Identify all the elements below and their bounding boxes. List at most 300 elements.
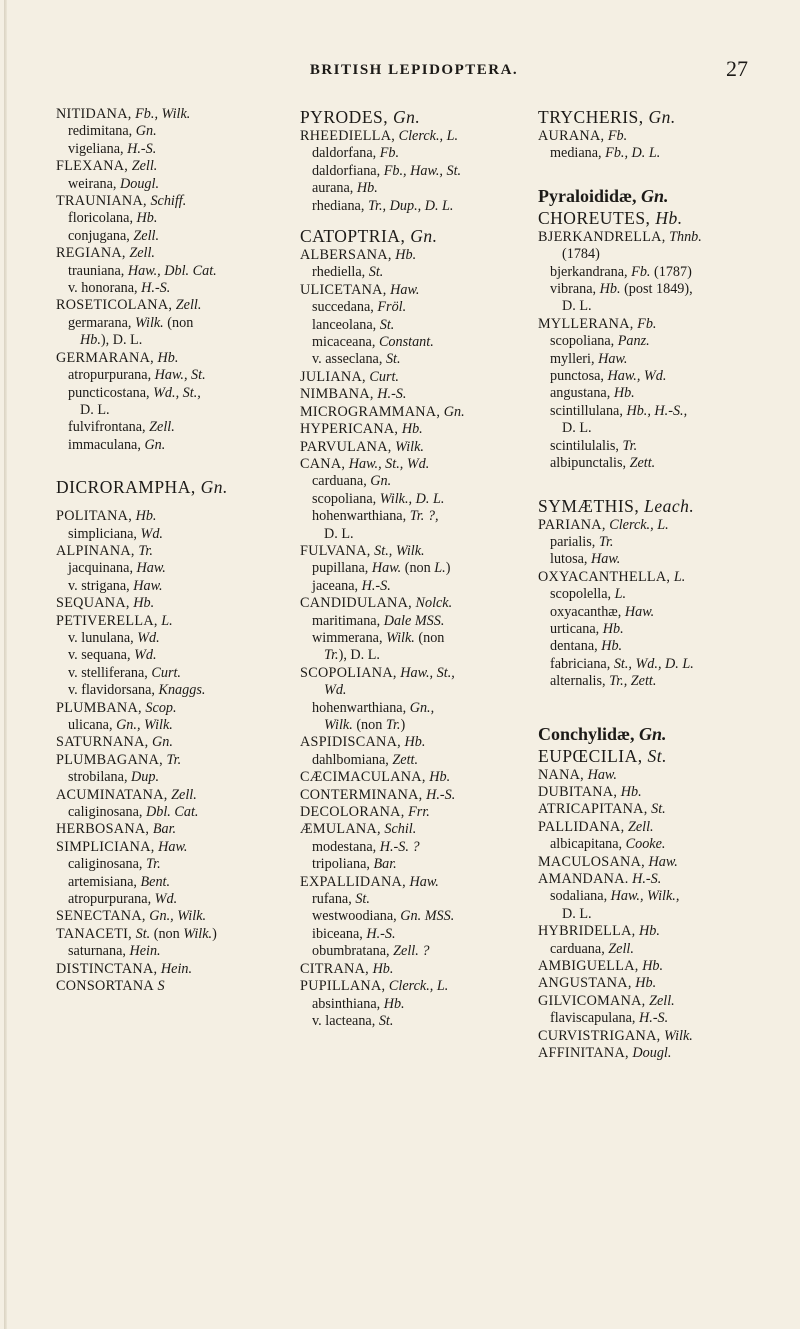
synonym-entry: [538, 1010, 774, 1027]
synonym-entry: [538, 281, 774, 298]
author-citation: Leach.: [644, 495, 695, 516]
taxon-name: MICROGRAMMANA,: [300, 403, 441, 420]
taxon-name: AFFINITANA,: [538, 1045, 629, 1062]
taxon-name: GERMARANA,: [56, 349, 154, 366]
author-citation: Hb.: [133, 595, 155, 612]
author-citation: Haw.: [624, 603, 655, 620]
taxon-name: ALBERSANA,: [300, 247, 392, 264]
author-citation: Hb.: [429, 769, 451, 786]
taxon-name: v. flavidorsana,: [68, 682, 155, 699]
author-citation: St., Wd., D. L.: [613, 655, 694, 672]
author-citation: Tr.: [598, 533, 614, 550]
author-citation: Hb.: [642, 958, 664, 975]
genus-name: CATOPTRIA,: [300, 226, 406, 247]
author-citation: L.: [434, 560, 446, 577]
author-citation: Wilk.: [183, 925, 213, 942]
synonym-entry: [300, 926, 532, 943]
taxon-name: dentana,: [550, 638, 598, 655]
author-citation: St., Wilk.: [374, 542, 425, 559]
taxon-name: DISTINCTANA,: [56, 960, 158, 977]
author-citation: Zett.: [629, 455, 656, 472]
author-citation: Hb.: [655, 207, 683, 228]
taxon-name: PUPILLANA,: [300, 978, 386, 995]
taxon-name: tripoliana,: [312, 856, 370, 873]
taxon-name: wimmerana,: [312, 629, 383, 646]
synonym-entry: [56, 228, 296, 245]
author-citation: Wd.: [137, 629, 160, 646]
column-3: [538, 106, 774, 1062]
author-citation: H.-S.: [639, 1010, 669, 1027]
species-entry: [538, 517, 774, 534]
author-citation: Bar.: [152, 821, 177, 838]
citation-note: D. L.: [562, 905, 592, 922]
author-citation: Nolck.: [415, 595, 453, 612]
taxon-name: carduana,: [312, 473, 367, 490]
taxon-name: NITIDANA,: [56, 106, 132, 122]
taxon-name: CONSORTANA: [56, 978, 154, 995]
species-entry: [56, 508, 296, 525]
taxon-name: rhediana,: [312, 197, 365, 214]
author-citation: Hb.: [599, 281, 621, 298]
species-entry: [56, 297, 296, 314]
synonym-entry: [300, 317, 532, 334]
author-citation: St.: [135, 925, 151, 942]
taxon-name: CANA,: [300, 455, 346, 472]
synonym-entry: [538, 333, 774, 350]
species-entry: [538, 128, 774, 145]
taxon-name: weirana,: [68, 175, 117, 192]
taxon-name: PETIVERELLA,: [56, 612, 158, 629]
taxon-name: jacquinana,: [68, 560, 133, 577]
species-entry: [538, 569, 774, 586]
taxon-name: NANA,: [538, 766, 585, 783]
species-entry: [56, 821, 296, 838]
synonym-entry: [56, 943, 296, 960]
author-citation: Hb.: [601, 638, 623, 655]
author-citation: Hb.: [383, 995, 405, 1012]
taxon-name: oxyacanthæ,: [550, 603, 622, 620]
synonym-entry: [538, 673, 774, 690]
genus-heading: [538, 106, 774, 128]
synonym-entry: [538, 264, 774, 281]
taxon-name: obumbratana,: [312, 943, 390, 960]
synonym-entry: [538, 455, 774, 472]
synonym-entry: [300, 1013, 532, 1030]
taxon-name: OXYACANTHELLA,: [538, 568, 671, 585]
author-citation: Hb.: [395, 247, 417, 264]
author-citation: Gn.: [370, 473, 392, 490]
author-citation: Hb., H.-S.,: [626, 402, 688, 419]
species-entry: [300, 787, 532, 804]
author-citation: St.: [379, 316, 395, 333]
taxon-name: ATRICAPITANA,: [538, 801, 648, 818]
species-entry: [56, 613, 296, 630]
taxon-name: CITRANA,: [300, 960, 370, 977]
synonym-entry: [56, 437, 296, 454]
author-citation: Zell.: [175, 297, 202, 314]
taxon-name: urticana,: [550, 620, 600, 637]
author-citation: H.-S.: [127, 140, 157, 157]
citation-note: ), D. L.: [100, 332, 143, 349]
taxon-name: AMBIGUELLA,: [538, 958, 639, 975]
taxon-name: PARVULANA,: [300, 438, 392, 455]
entry-continuation: [300, 526, 532, 543]
taxon-name: germarana,: [68, 314, 132, 331]
taxon-name: PLUMBAGANA,: [56, 751, 163, 768]
species-entry: [56, 158, 296, 175]
taxon-name: vibrana,: [550, 281, 597, 298]
taxon-name: albipunctalis,: [550, 455, 627, 472]
family-heading: [538, 185, 774, 207]
author-citation: Dougl.: [120, 175, 160, 192]
author-citation: H.-S.: [632, 871, 662, 887]
taxon-name: AMANDANA.: [538, 871, 629, 887]
synonym-entry: [56, 123, 296, 140]
species-entry: [538, 975, 774, 992]
author-citation: Dup.: [131, 769, 160, 786]
taxon-name: pupillana,: [312, 560, 369, 577]
taxon-name: floricolana,: [68, 210, 133, 227]
author-citation: Fröl.: [377, 299, 407, 316]
taxon-name: daldorfana,: [312, 145, 377, 162]
synonym-entry: [538, 351, 774, 368]
taxon-name: REGIANA,: [56, 245, 126, 262]
author-citation: Dale MSS.: [383, 612, 445, 629]
author-citation: Haw., Dbl. Cat.: [127, 262, 217, 279]
synonym-entry: [300, 578, 532, 595]
author-citation: Haw.: [133, 577, 163, 594]
taxon-name: scopoliana,: [312, 490, 377, 507]
taxon-name: NIMBANA,: [300, 386, 374, 403]
author-citation: Zell.: [171, 786, 197, 803]
citation-note: ): [212, 925, 217, 942]
taxon-name: atropurpurana,: [68, 367, 152, 384]
author-citation: Zell.: [131, 158, 158, 175]
taxon-name: fulvifrontana,: [68, 419, 146, 436]
taxon-name: succedana,: [312, 299, 374, 316]
taxon-name: westwoodiana,: [312, 908, 397, 925]
author-citation: Tr.: [146, 856, 161, 873]
synonym-entry: [538, 836, 774, 853]
entry-continuation: [56, 332, 296, 349]
species-entry: [300, 961, 532, 978]
citation-note: (non: [414, 629, 445, 646]
citation-note: D. L.: [562, 420, 592, 437]
taxon-name: lutosa,: [550, 551, 588, 568]
genus-name: TRYCHERIS,: [538, 107, 644, 127]
taxon-name: artemisiana,: [68, 873, 137, 890]
column-2: [300, 106, 532, 1030]
taxon-name: mylleri,: [550, 350, 595, 367]
author-citation: Clerck., L.: [398, 128, 459, 144]
genus-heading: [538, 207, 774, 229]
author-citation: Haw., St.: [154, 367, 206, 384]
synonym-entry: [56, 630, 296, 647]
taxon-name: fabriciana,: [550, 655, 611, 672]
taxon-name: saturnana,: [68, 943, 126, 960]
species-entry: [56, 350, 296, 367]
author-citation: Haw.: [648, 853, 678, 870]
author-citation: Wd.: [134, 647, 157, 664]
author-citation: Hb.: [80, 332, 101, 349]
species-entry: [56, 193, 296, 210]
species-entry: [538, 958, 774, 975]
author-citation: Gn.: [639, 723, 667, 744]
taxon-name: aurana,: [312, 180, 354, 197]
author-citation: St.: [647, 745, 668, 766]
author-citation: Haw.: [136, 560, 166, 577]
author-citation: Gn.: [144, 436, 166, 453]
synonym-entry: [56, 419, 296, 436]
author-citation: Haw., Wilk.,: [610, 888, 680, 905]
synonym-entry: [300, 839, 532, 856]
taxon-name: SIMPLICIANA,: [56, 838, 155, 855]
taxon-name: bjerkandrana,: [550, 263, 628, 280]
species-entry: [300, 282, 532, 299]
synonym-entry: [300, 180, 532, 197]
taxon-name: CÆCIMACULANA,: [300, 769, 426, 786]
spacer: [538, 473, 774, 495]
taxon-name: ÆMULANA,: [300, 821, 381, 838]
taxon-name: AURANA,: [538, 128, 605, 144]
author-citation: Haw., St., Wd.: [348, 455, 430, 472]
synonym-entry: [300, 630, 532, 647]
species-entry: [300, 369, 532, 386]
author-citation: St.: [378, 1012, 394, 1029]
author-citation: Hb.: [635, 975, 657, 992]
author-citation: Hb.: [157, 349, 179, 366]
taxon-name: scintilulalis,: [550, 437, 619, 454]
author-citation: Tr., Zett.: [609, 673, 657, 690]
synonym-entry: [300, 299, 532, 316]
taxon-name: CANDIDULANA,: [300, 595, 412, 612]
synonym-entry: [538, 145, 774, 162]
synonym-entry: [300, 264, 532, 281]
author-citation: Fb., Wilk.: [135, 106, 191, 122]
taxon-name: HERBOSANA,: [56, 821, 150, 838]
taxon-name: ANGUSTANA,: [538, 975, 632, 992]
taxon-name: punctosa,: [550, 368, 604, 385]
taxon-name: PLUMBANA,: [56, 699, 142, 716]
synonym-entry: [300, 508, 532, 525]
family-heading: [538, 723, 774, 745]
author-citation: Wd., St.,: [153, 384, 201, 401]
entry-continuation: [56, 402, 296, 419]
taxon-name: absinthiana,: [312, 995, 381, 1012]
author-citation: Haw.: [587, 766, 617, 783]
author-citation: Zett.: [392, 751, 418, 768]
synonym-entry: [300, 334, 532, 351]
taxon-name: puncticostana,: [68, 384, 150, 401]
author-citation: Gn.: [648, 107, 676, 127]
synonym-entry: [538, 403, 774, 420]
author-citation: Hb.: [613, 385, 635, 402]
citation-note: D. L.: [562, 298, 592, 315]
taxon-name: micaceana,: [312, 334, 376, 351]
species-entry: [300, 665, 532, 682]
synonym-entry: [538, 638, 774, 655]
taxon-name: rufana,: [312, 891, 352, 908]
author-citation: Gn.: [410, 226, 438, 247]
species-entry: [56, 543, 296, 560]
author-citation: Wd.: [324, 682, 347, 699]
author-citation: Tr.: [138, 542, 153, 559]
species-entry: [56, 787, 296, 804]
genus-heading: [538, 745, 774, 767]
taxon-name: JULIANA,: [300, 368, 366, 385]
synonym-entry: [56, 578, 296, 595]
citation-note: ), D. L.: [338, 647, 380, 664]
author-citation: Gn.: [641, 185, 669, 206]
author-citation: Gn.: [152, 734, 173, 751]
synonym-entry: [300, 145, 532, 162]
synonym-entry: [538, 941, 774, 958]
taxon-name: immaculana,: [68, 436, 141, 453]
page-binding-edge: [4, 0, 7, 1329]
family-name: Conchylidæ,: [538, 723, 635, 744]
taxon-name: redimitana,: [68, 123, 133, 140]
synonym-entry: [538, 368, 774, 385]
taxon-name: ALPINANA,: [56, 542, 135, 559]
synonym-entry: [538, 586, 774, 603]
taxon-name: HYBRIDELLA,: [538, 923, 636, 940]
spacer: [538, 691, 774, 713]
species-entry: [538, 767, 774, 784]
taxon-name: alternalis,: [550, 673, 606, 690]
author-citation: Bent.: [140, 873, 171, 890]
taxon-name: v. stelliferana,: [68, 664, 148, 681]
synonym-entry: [300, 908, 532, 925]
species-entry: [300, 543, 532, 560]
author-citation: Hein.: [129, 943, 161, 960]
author-citation: Gn.: [135, 123, 157, 140]
author-citation: Bar.: [373, 856, 397, 873]
taxon-name: MACULOSANA,: [538, 853, 645, 870]
synonym-entry: [300, 560, 532, 577]
citation-note: (1784): [562, 246, 600, 263]
author-citation: Gn. MSS.: [400, 908, 455, 925]
page-number: 27: [726, 56, 748, 81]
species-entry: [300, 978, 532, 995]
citation-note: (non: [401, 560, 435, 577]
author-citation: Haw.: [409, 873, 439, 890]
author-citation: Zell. ?: [393, 943, 430, 960]
synonym-entry: [56, 769, 296, 786]
taxon-name: scopolella,: [550, 586, 612, 603]
genus-heading: [56, 476, 296, 498]
author-citation: Gn., Wilk.: [149, 908, 207, 925]
taxon-name: trauniana,: [68, 262, 125, 279]
synonym-entry: [56, 804, 296, 821]
taxon-name: GILVICOMANA,: [538, 992, 646, 1009]
taxon-name: caliginosana,: [68, 856, 143, 873]
entry-continuation: [538, 246, 774, 263]
taxon-name: albicapitana,: [550, 836, 623, 853]
author-citation: Curt.: [369, 368, 399, 385]
species-entry: [56, 839, 296, 856]
taxon-name: carduana,: [550, 940, 605, 957]
synonym-entry: [300, 856, 532, 873]
taxon-name: ibiceana,: [312, 925, 363, 942]
author-citation: Tr.: [166, 751, 182, 768]
taxon-name: v. sequana,: [68, 647, 131, 664]
synonym-entry: [300, 198, 532, 215]
synonym-entry: [300, 163, 532, 180]
author-citation: St.: [385, 351, 401, 368]
synonym-entry: [56, 210, 296, 227]
taxon-name: PARIANA,: [538, 516, 606, 533]
taxon-name: SATURNANA,: [56, 734, 149, 751]
author-citation: H.-S. ?: [379, 838, 420, 855]
author-citation: Gn., Wilk.: [116, 717, 173, 733]
author-citation: St.: [651, 801, 666, 818]
synonym-entry: [56, 280, 296, 297]
synonym-entry: [538, 621, 774, 638]
taxon-name: POLITANA,: [56, 508, 133, 525]
taxon-name: parialis,: [550, 533, 596, 550]
author-citation: S: [157, 978, 165, 995]
species-entry: [56, 926, 296, 943]
author-citation: Panz.: [617, 333, 650, 350]
taxon-name: MYLLERANA,: [538, 315, 634, 332]
author-citation: Hb.: [404, 734, 426, 751]
synonym-entry: [538, 604, 774, 621]
species-entry: [300, 386, 532, 403]
synonym-entry: [538, 888, 774, 905]
entry-continuation: [300, 682, 532, 699]
page-header: [88, 56, 748, 86]
synonym-entry: [56, 682, 296, 699]
author-citation: Hb.: [136, 210, 158, 227]
citation-note: D. L.: [324, 525, 354, 542]
synonym-entry: [56, 526, 296, 543]
species-entry: [538, 316, 774, 333]
author-citation: Wilk.: [395, 438, 424, 455]
species-entry: [300, 595, 532, 612]
taxon-name: v. lacteana,: [312, 1012, 376, 1029]
synonym-entry: [300, 473, 532, 490]
author-citation: Tr.: [324, 647, 339, 664]
author-citation: Tr., Dup., D. L.: [367, 197, 454, 214]
author-citation: Schiff.: [150, 193, 187, 210]
taxon-name: CONTERMINANA,: [300, 786, 423, 803]
taxon-name: mediana,: [550, 145, 602, 162]
species-entry: [300, 804, 532, 821]
author-citation: Curt.: [151, 664, 181, 681]
taxon-name: scopoliana,: [550, 333, 615, 350]
author-citation: Hb.: [639, 923, 660, 940]
author-citation: Knaggs.: [158, 682, 206, 699]
taxon-name: CURVISTRIGANA,: [538, 1027, 661, 1044]
author-citation: Wd.: [154, 891, 178, 908]
author-citation: Haw.: [598, 350, 628, 367]
species-entry: [300, 247, 532, 264]
author-citation: Wilk.: [324, 717, 353, 733]
species-entry: [300, 456, 532, 473]
taxon-name: DECOLORANA,: [300, 804, 405, 821]
taxon-name: flaviscapulana,: [550, 1010, 636, 1027]
species-entry: [56, 961, 296, 978]
author-citation: St.: [355, 891, 370, 908]
species-entry: [538, 801, 774, 818]
species-entry: [300, 734, 532, 751]
taxon-name: simpliciana,: [68, 525, 137, 542]
taxon-name: scintillulana,: [550, 402, 623, 419]
synonym-entry: [56, 263, 296, 280]
author-citation: H.-S.: [426, 786, 456, 803]
author-citation: Wilk.: [134, 314, 164, 331]
species-entry: [56, 700, 296, 717]
